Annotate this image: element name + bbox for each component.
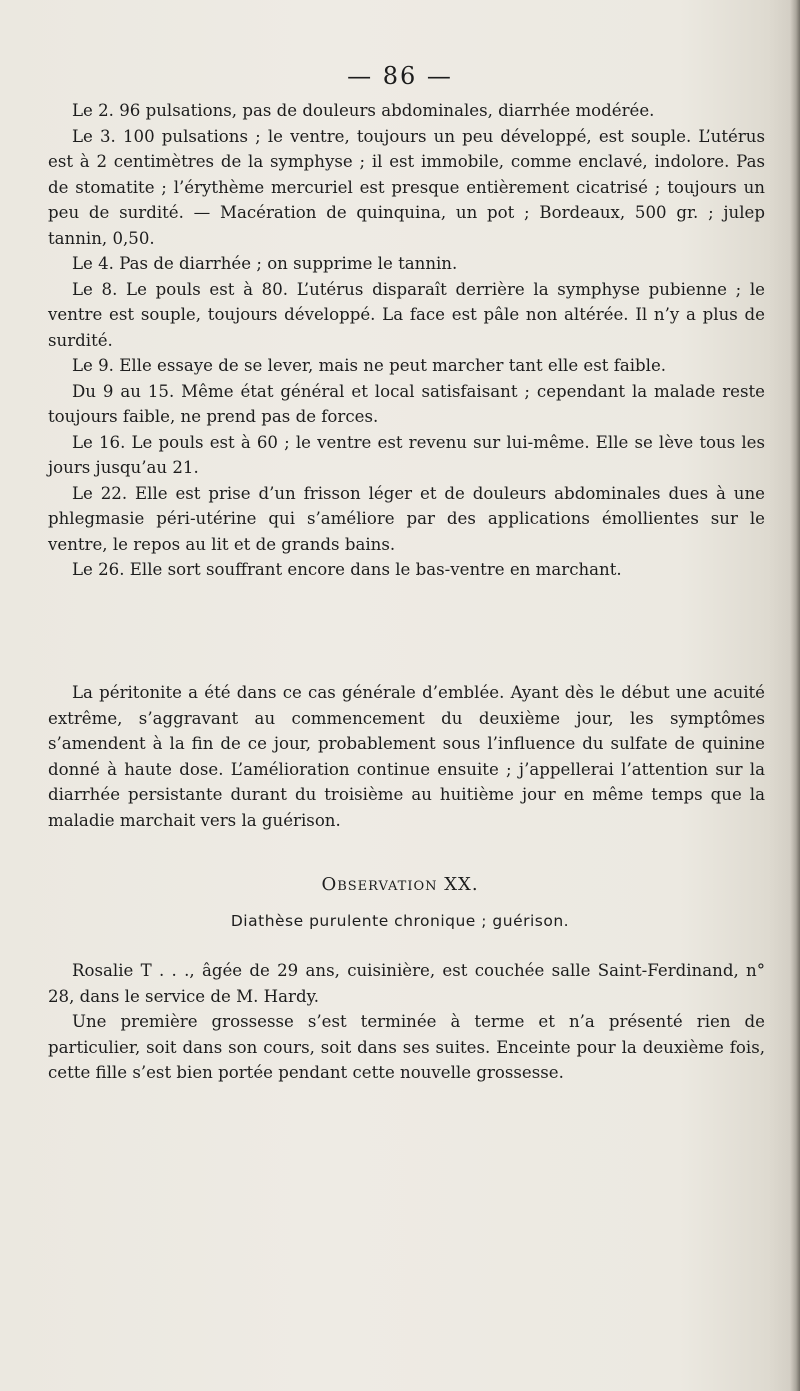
entry-paragraph: Le 8. Le pouls est à 80. L’utérus disparaît derrière la symphyse pubienne ; le ventre est souple, toujours développé. La face est pâle non altérée. Il n’y a plus de surdité. — [48, 279, 765, 350]
entry-paragraph: Le 2. 96 pulsations, pas de douleurs abdominales, diarrhée modérée. — [72, 101, 655, 120]
commentary-paragraph: La péritonite a été dans ce cas générale d’emblée. Ayant dès le début une acuité extrême, s’aggravant au commencement du deuxième jour, les symptômes s’amendent à la fin de ce jour, probablement sous l’influence du sulfate de quinine donné à haute dose. L’amélioration continue ensuite ; j’appellerai l’attention sur la diarrhée persistante durant du troisième au huitième jour en même temps que la maladie marchait vers la guérison. — [48, 683, 765, 830]
entry-paragraph: Le 26. Elle sort souffrant encore dans le bas-ventre en marchant. — [72, 560, 622, 579]
observation-subtitle: Diathèse purulente chronique ; guérison. — [230, 912, 570, 930]
entry-paragraph: Du 9 au 15. Même état général et local satisfaisant ; cependant la malade reste toujours faible, ne prend pas de forces. — [48, 381, 765, 426]
case-section — [48, 958, 765, 1086]
entry-paragraph: Le 16. Le pouls est à 60 ; le ventre est revenu sur lui-même. Elle se lève tous les jours jusqu’au 21. — [48, 432, 765, 477]
entry-paragraph: Le 9. Elle essaye de se lever, mais ne peut marcher tant elle est faible. — [72, 356, 667, 375]
case-paragraph: Une première grossesse s’est terminée à terme et n’a présenté rien de particulier, soit dans son cours, soit dans ses suites. Enceinte pour la deuxième fois, cette fille s’est bien portée pendant cette nouvelle grossesse. — [48, 1012, 765, 1082]
daily-entries — [48, 98, 765, 583]
case-paragraph: Rosalie T . . ., âgée de 29 ans, cuisinière, est couchée salle Saint-Ferdinand, n° 28, dans le service de M. Hardy. — [48, 961, 765, 1006]
page-edge-shadow — [790, 0, 800, 1391]
observation-title: Observation XX. — [321, 874, 479, 895]
entry-paragraph: Le 22. Elle est prise d’un frisson léger et de douleurs abdominales dues à une phlegmasie péri-utérine qui s’améliore par des applications émollientes sur le ventre, le repos au lit et de grands bains. — [48, 483, 765, 554]
commentary-section — [48, 680, 765, 833]
entry-paragraph: Le 3. 100 pulsations ; le ventre, toujours un peu développé, est souple. L’utérus est à 2 centimètres de la symphyse ; il est immobile, comme enclavé, indolore. Pas de stomatite ; l’érythème mercuriel est presque entièrement cicatrisé ; toujours un peu de surdité. — Macération de quinquina, un pot ; Bordeaux, 500 gr. ; julep tannin, 0,50. — [48, 126, 765, 248]
page-number: — 86 — — [347, 62, 453, 90]
entry-paragraph: Le 4. Pas de diarrhée ; on supprime le tannin. — [72, 254, 458, 273]
